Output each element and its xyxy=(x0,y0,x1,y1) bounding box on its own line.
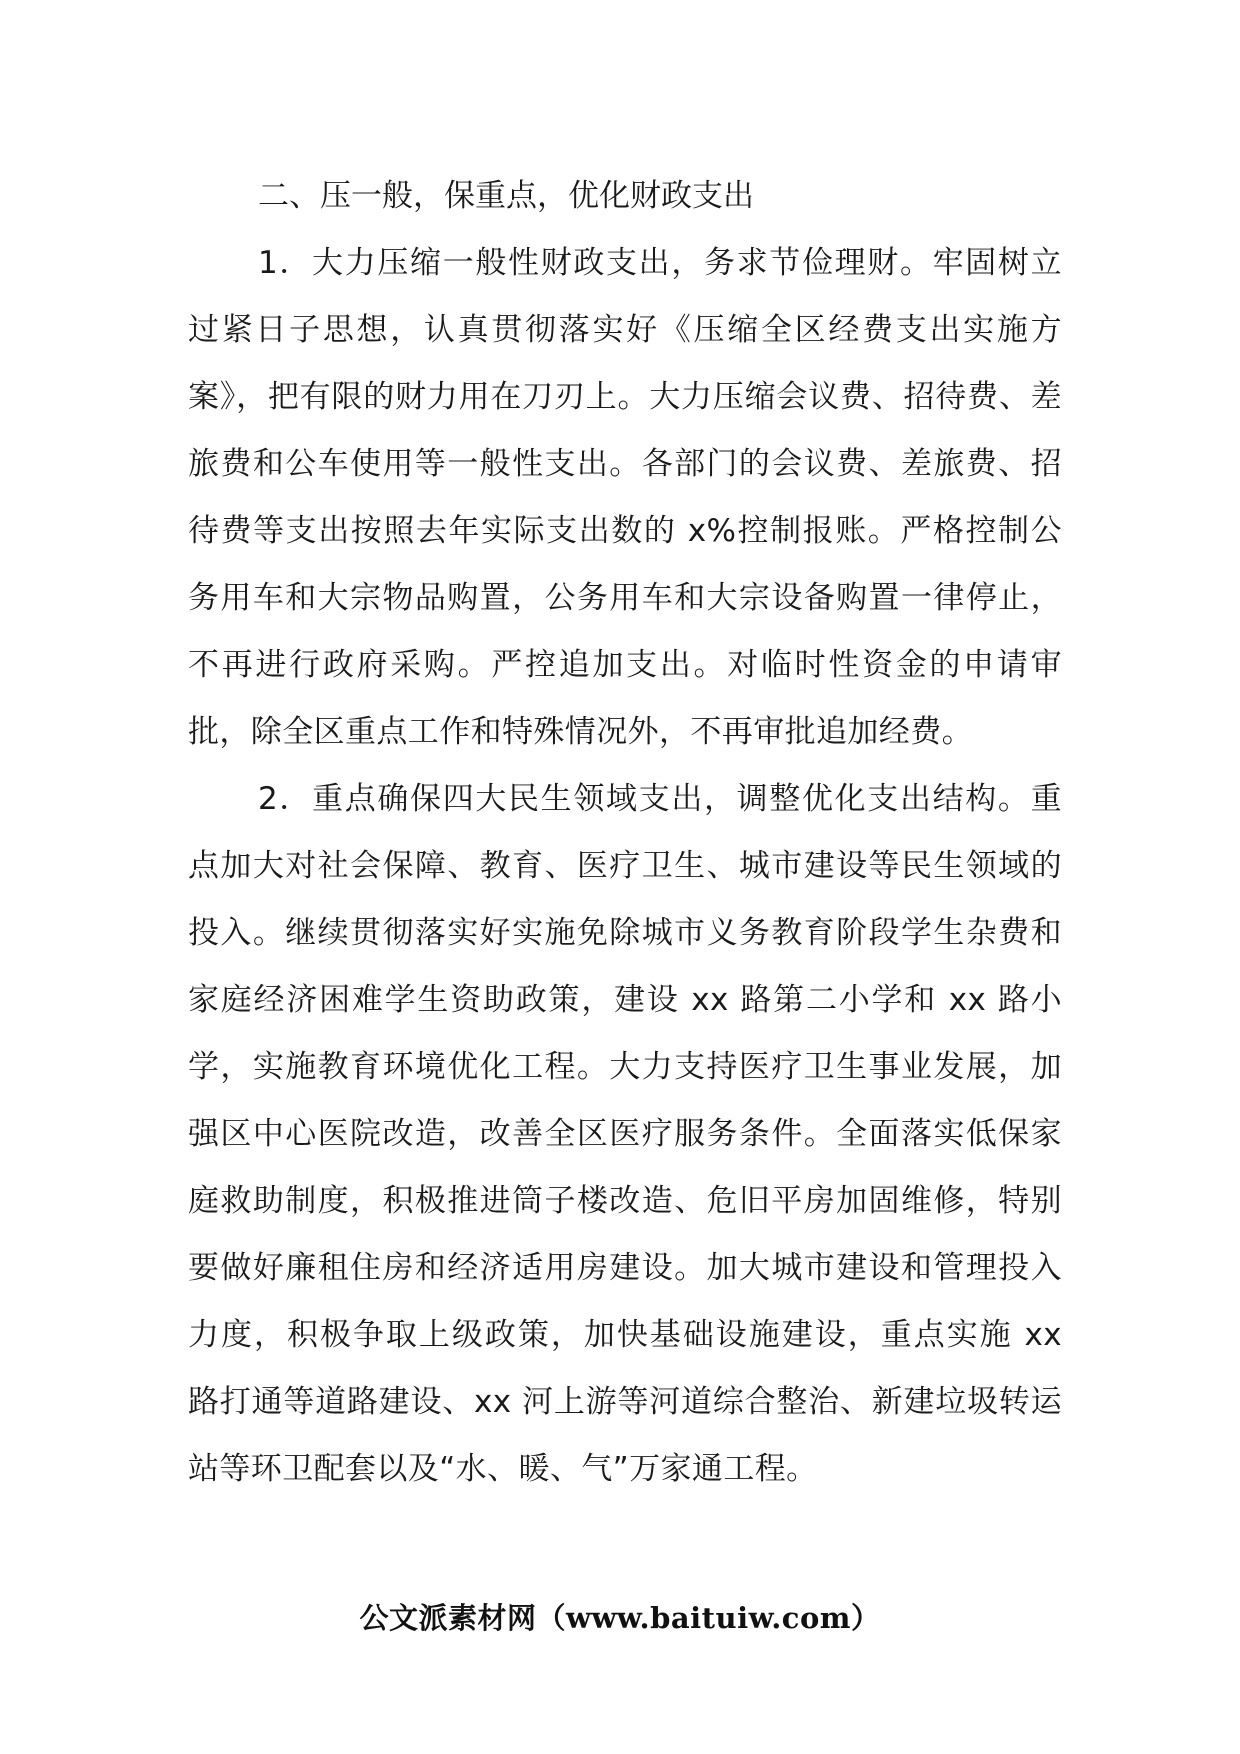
footer-watermark: 公文派素材网（www.baituiw.com） xyxy=(359,1601,881,1635)
paragraph-1: 1．大力压缩一般性财政支出，务求节俭理财。牢固树立过紧日子思想，认真贯彻落实好《压缩全区经费支出实施方案》，把有限的财力用在刀刃上。大力压缩会议费、招待费、差旅费和公车使用等一般性支出。各部门的会议费、差旅费、招待费等支出按照去年实际支出数的 x%控制报账。严格控制公务用车和大宗物品购置，公务用车和大宗设备购置一律停止，不再进行政府采购。严控追加支出。对临时性资金的申请审批，除全区重点工作和特殊情况外，不再审批追加经费。 xyxy=(188,245,1062,750)
document-body xyxy=(188,163,1062,1503)
paragraph-2: 2．重点确保四大民生领域支出，调整优化支出结构。重点加大对社会保障、教育、医疗卫生、城市建设等民生领域的投入。继续贯彻落实好实施免除城市义务教育阶段学生杂费和家庭经济困难学生资助政策，建设 xx 路第二小学和 xx 路小学，实施教育环境优化工程。大力支持医疗卫生事业发展，加强区中心医院改造，改善全区医疗服务条件。全面落实低保家庭救助制度，积极推进筒子楼改造、危旧平房加固维修，特别要做好廉租住房和经济适用房建设。加大城市建设和管理投入力度，积极争取上级政策，加快基础设施建设，重点实施 xx 路打通等道路建设、xx 河上游等河道综合整治、新建垃圾转运站等环卫配套以及“水、暖、气”万家通工程。 xyxy=(188,781,1062,1487)
section-heading: 二、压一般，保重点，优化财政支出 xyxy=(258,178,754,214)
